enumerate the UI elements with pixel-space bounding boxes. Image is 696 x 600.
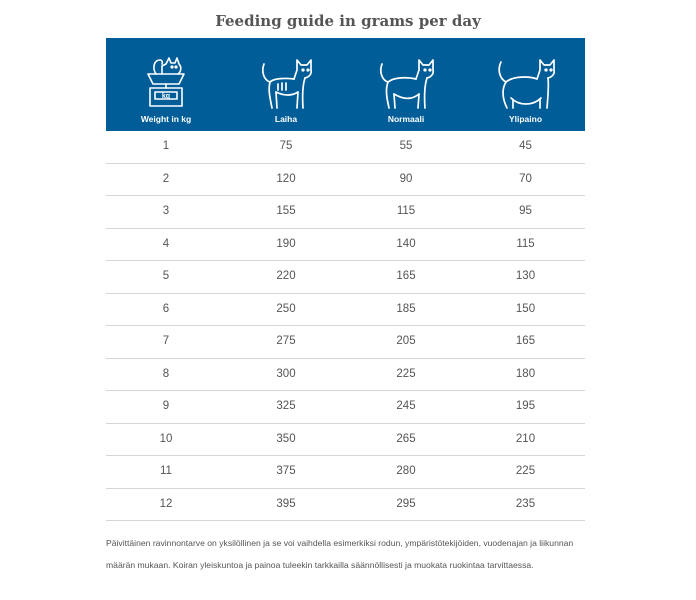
header-normal-label: Normaali xyxy=(387,114,425,124)
normal-cell: 265 xyxy=(396,432,416,445)
weight-cell: 8 xyxy=(162,367,170,380)
weight-cell: 12 xyxy=(159,497,173,510)
over-cell: 45 xyxy=(519,140,532,152)
over-cell: 235 xyxy=(515,497,536,510)
thin-cell: 325 xyxy=(276,400,296,412)
normal-cell: 205 xyxy=(396,335,416,347)
over-cell: 180 xyxy=(515,367,536,380)
normal-cell: 185 xyxy=(396,302,416,315)
normal-cell: 55 xyxy=(399,140,413,152)
table-row xyxy=(106,229,585,262)
thin-cell: 275 xyxy=(276,335,296,347)
scale-kg-text: kg xyxy=(161,93,171,100)
thin-cell: 190 xyxy=(276,237,296,250)
table-row xyxy=(106,391,585,424)
weight-cell: 4 xyxy=(162,237,170,250)
over-cell: 130 xyxy=(515,270,536,282)
thin-cell: 350 xyxy=(276,432,296,445)
header-thin xyxy=(226,38,346,131)
over-cell: 95 xyxy=(519,205,532,217)
table-row xyxy=(106,294,585,327)
table-row xyxy=(106,359,585,392)
weight-cell: 11 xyxy=(160,465,172,477)
header-over-label: Ylipaino xyxy=(508,114,543,124)
thin-cell: 250 xyxy=(276,302,296,315)
normal-cell: 115 xyxy=(396,205,416,217)
normal-cell: 90 xyxy=(399,172,413,185)
table-header xyxy=(106,38,585,131)
scale-with-cat-icon xyxy=(138,52,194,112)
thin-cell: 75 xyxy=(279,140,293,152)
normal-cat-icon xyxy=(374,52,438,112)
thin-cell: 120 xyxy=(276,172,296,185)
over-cell: 150 xyxy=(515,302,536,315)
feeding-note: Päivittäinen ravinnontarve on yksilöllinen ja se voi vaihdella esimerkiksi rodun, ympäristötekijöiden, vuodenajan ja liikunnan määrän mukaan. Koiran yleiskuntoa ja painoa tuleekin tarkkailla säännöllisesti ja muokata ruokintaa tarvittaessa. xyxy=(106,538,574,570)
normal-cell: 225 xyxy=(396,367,416,380)
table-row xyxy=(106,489,585,522)
normal-cell: 245 xyxy=(396,400,416,412)
normal-cell: 140 xyxy=(396,237,416,250)
table-row xyxy=(106,131,585,164)
header-over xyxy=(466,38,585,131)
normal-cell: 295 xyxy=(396,497,416,510)
over-cell: 225 xyxy=(515,465,536,477)
thin-cat-icon xyxy=(256,52,316,112)
weight-cell: 5 xyxy=(162,270,170,282)
over-cell: 70 xyxy=(519,172,532,185)
thin-cell: 300 xyxy=(276,367,296,380)
table-row xyxy=(106,196,585,229)
thin-cell: 395 xyxy=(276,497,296,510)
normal-cell: 280 xyxy=(396,465,416,477)
over-cell: 195 xyxy=(515,400,536,412)
weight-cell: 7 xyxy=(162,335,170,347)
weight-cell: 3 xyxy=(162,205,170,217)
thin-cell: 220 xyxy=(276,270,296,282)
table-row xyxy=(106,424,585,457)
weight-cell: 6 xyxy=(162,302,170,315)
over-cell: 210 xyxy=(515,432,536,445)
header-thin-label: Laiha xyxy=(274,114,298,124)
table-row xyxy=(106,261,585,294)
table-row xyxy=(106,164,585,197)
thin-cell: 155 xyxy=(276,205,296,217)
header-weight-label: Weight in kg xyxy=(140,114,192,124)
header-weight xyxy=(106,38,226,131)
header-normal xyxy=(346,38,466,131)
page-title: Feeding guide in grams per day xyxy=(215,12,481,30)
over-cell: 165 xyxy=(515,335,536,347)
overweight-cat-icon xyxy=(493,52,559,112)
weight-cell: 2 xyxy=(162,172,170,185)
weight-cell: 10 xyxy=(159,432,173,445)
normal-cell: 165 xyxy=(396,270,416,282)
table-row xyxy=(106,326,585,359)
feeding-table-body xyxy=(106,131,585,521)
table-row xyxy=(106,456,585,489)
weight-cell: 1 xyxy=(162,140,170,152)
weight-cell: 9 xyxy=(162,400,170,412)
thin-cell: 375 xyxy=(276,465,296,477)
over-cell: 115 xyxy=(516,237,535,250)
